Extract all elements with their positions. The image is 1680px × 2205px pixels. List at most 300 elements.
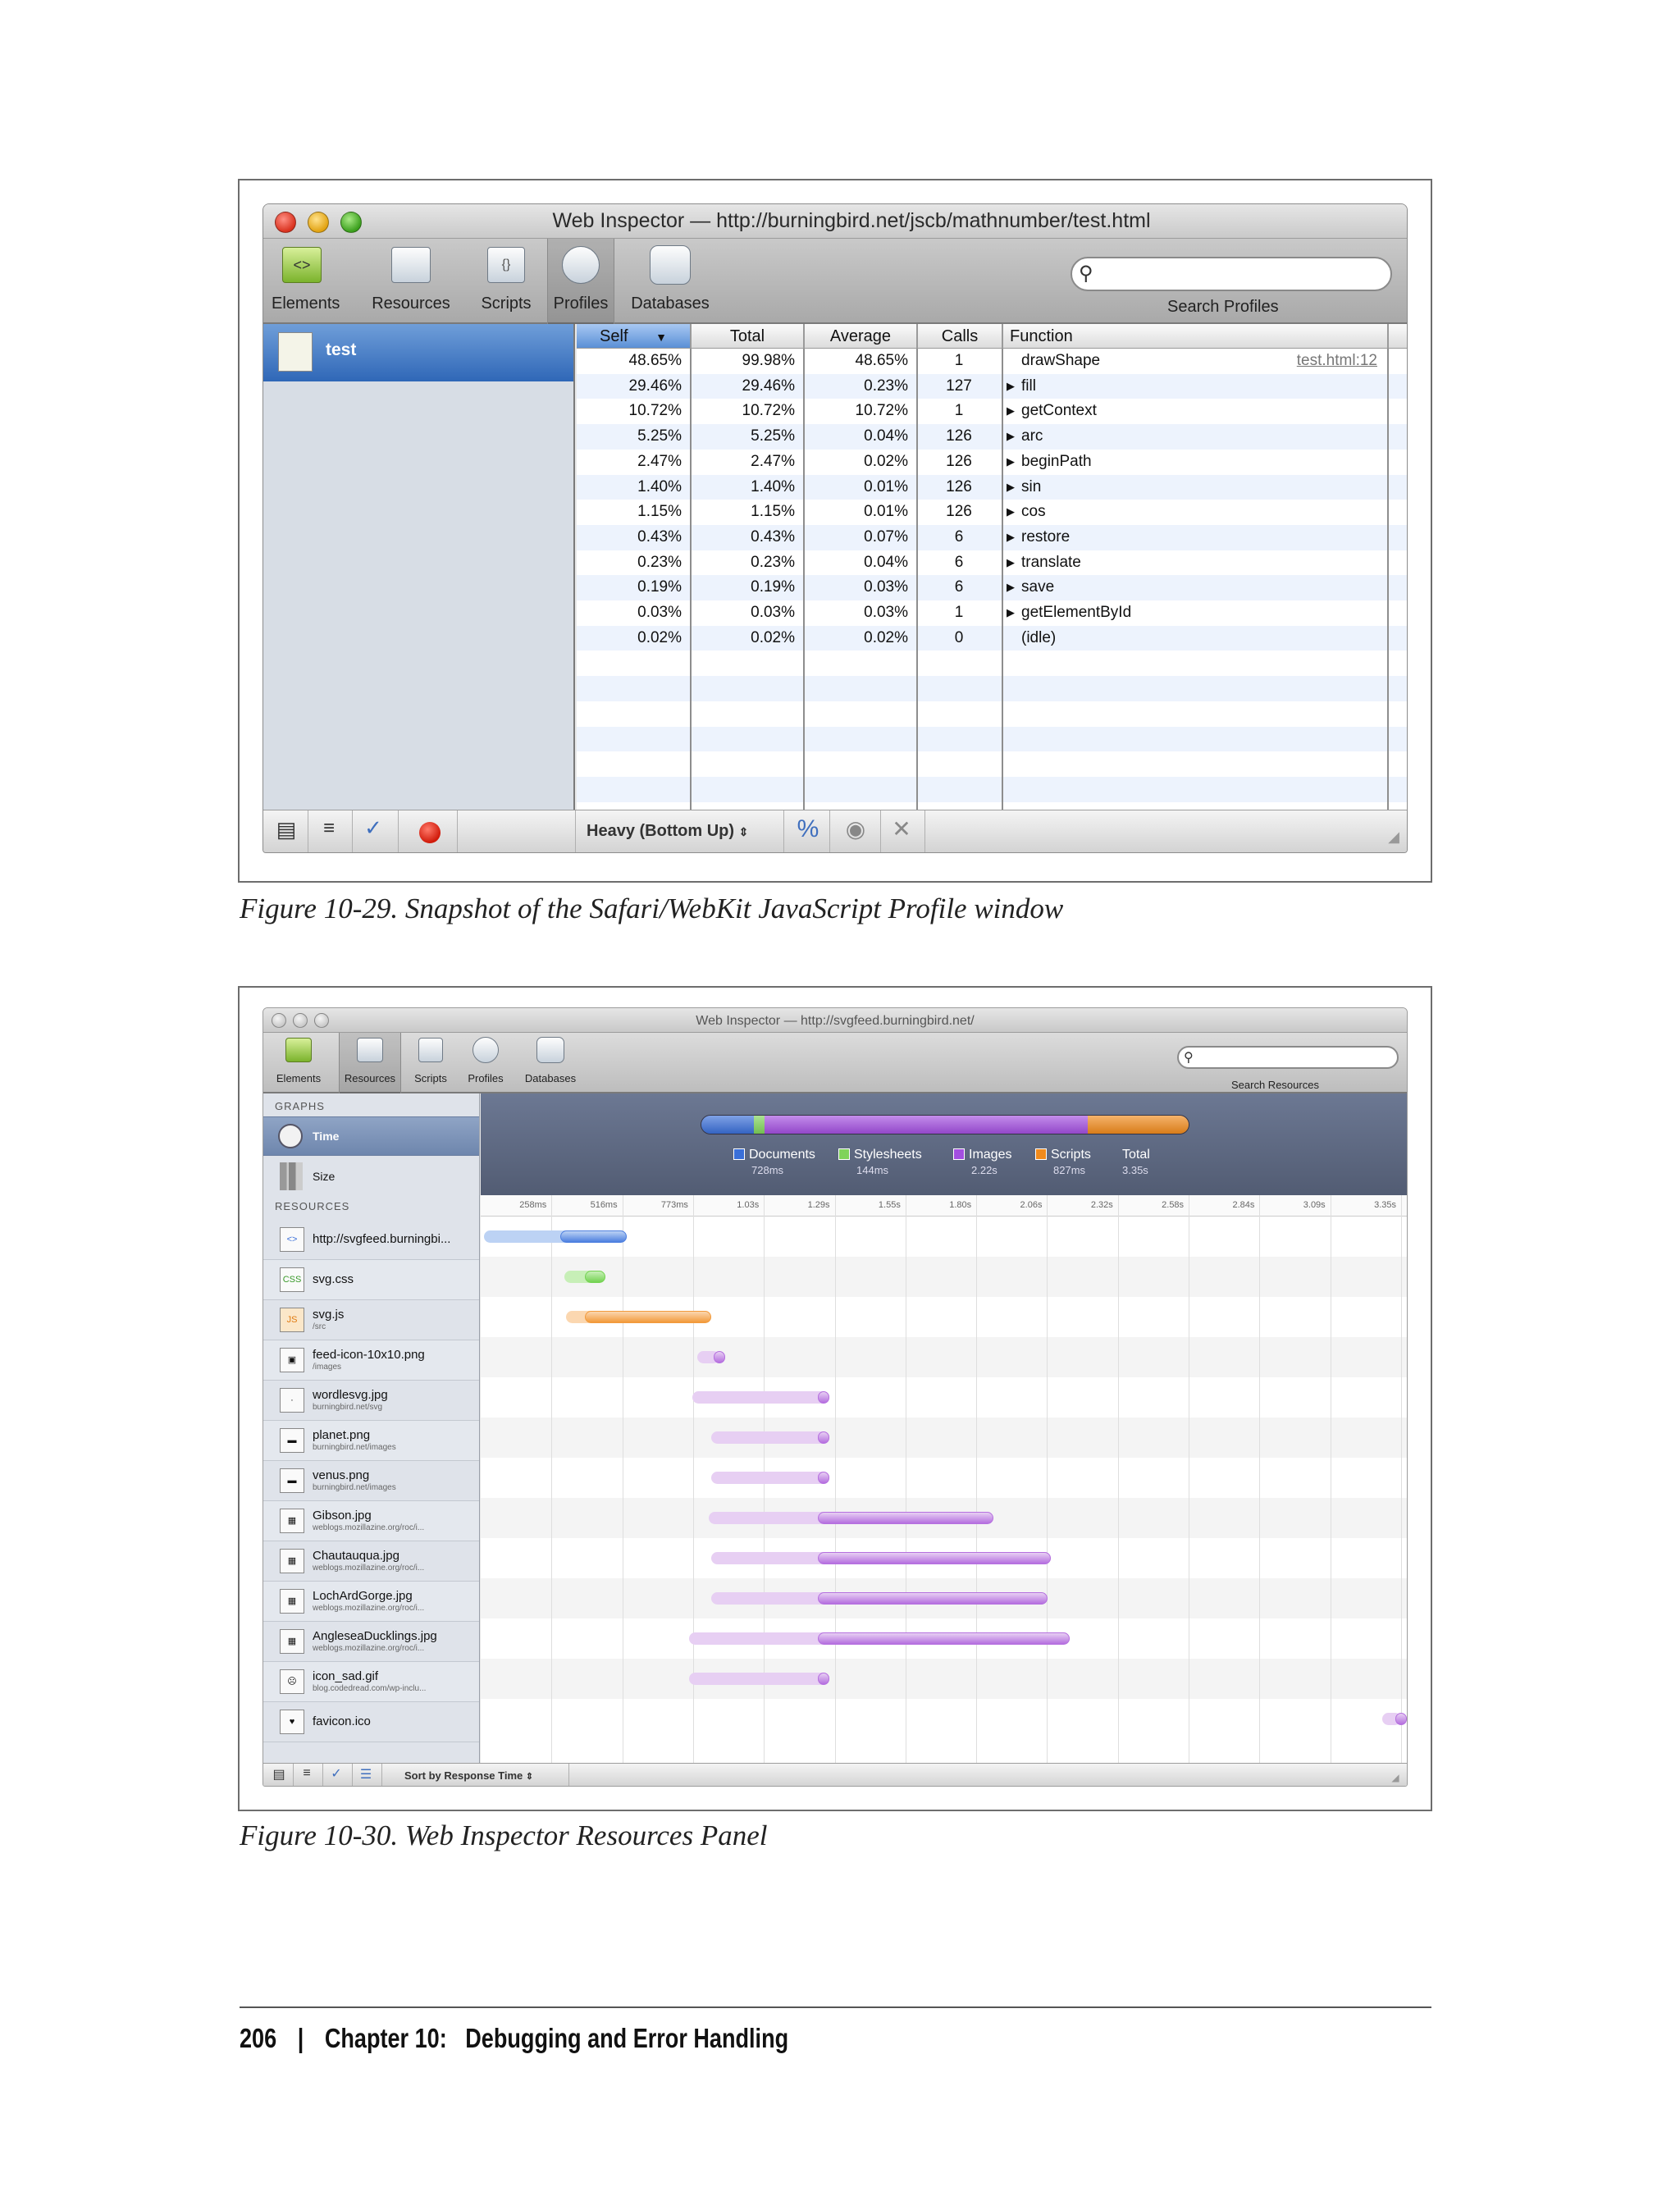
- footer-rule: [240, 2006, 1431, 2008]
- column-divider: [916, 349, 918, 810]
- clock-icon: [278, 1124, 303, 1148]
- cell-function: drawShape: [1021, 352, 1101, 369]
- column-divider: [1387, 349, 1389, 810]
- divider: [293, 1764, 294, 1787]
- summary-segment: [1088, 1116, 1189, 1134]
- cell-self: 0.43%: [637, 527, 682, 546]
- column-header-self[interactable]: [577, 324, 692, 349]
- cell-average: 48.65%: [855, 352, 908, 369]
- img-file-icon: ▦: [280, 1629, 304, 1654]
- disclosure-triangle-icon[interactable]: ▶: [1007, 480, 1015, 493]
- profile-row[interactable]: [577, 600, 1408, 626]
- js-file-icon: JS: [280, 1308, 304, 1332]
- divider: [829, 810, 830, 853]
- cell-total: 99.98%: [742, 352, 795, 369]
- img-file-icon: ▦: [280, 1509, 304, 1533]
- disclosure-triangle-icon[interactable]: ▶: [1007, 505, 1015, 518]
- summary-segment: [754, 1116, 765, 1134]
- search-label: Search Profiles: [1167, 298, 1279, 316]
- tick-label: 1.80s: [949, 1200, 972, 1210]
- legend-value: 728ms: [751, 1164, 784, 1176]
- graph-summary: [481, 1093, 1407, 1195]
- cell-average: 0.03%: [864, 604, 908, 621]
- cell-function: sin: [1021, 477, 1042, 495]
- resource-name: feed-icon-10x10.png: [313, 1348, 425, 1362]
- cell-average: 0.03%: [864, 578, 908, 596]
- resource-item[interactable]: [263, 1340, 479, 1381]
- cell-function: (idle): [1021, 628, 1057, 646]
- dock-icon[interactable]: ▤: [272, 1768, 285, 1782]
- column-divider: [803, 349, 805, 810]
- img-file-icon: ▬: [280, 1428, 304, 1453]
- img-file-icon: ·: [280, 1388, 304, 1413]
- tick-label: 516ms: [590, 1200, 618, 1210]
- elements-icon: <>: [282, 247, 322, 283]
- profile-row[interactable]: [577, 374, 1408, 399]
- profile-row-empty: [577, 751, 1408, 777]
- resource-item[interactable]: [263, 1582, 479, 1622]
- resource-name: http://svgfeed.burningbi...: [313, 1232, 451, 1246]
- legend: [481, 1146, 1407, 1195]
- divider: [352, 1764, 353, 1787]
- resource-name: svg.css: [313, 1272, 354, 1286]
- resource-path: burningbird.net/svg: [313, 1403, 383, 1412]
- console-icon[interactable]: ≡: [322, 817, 335, 839]
- download-bar[interactable]: [560, 1230, 626, 1243]
- cell-total: 1.15%: [751, 503, 795, 521]
- tick-label: 1.03s: [737, 1200, 760, 1210]
- tick-label: 2.58s: [1162, 1200, 1185, 1210]
- cell-average: 0.01%: [864, 503, 908, 521]
- profile-row[interactable]: [577, 575, 1408, 600]
- list-icon[interactable]: ☰: [359, 1768, 372, 1782]
- titlebar[interactable]: [263, 204, 1407, 239]
- legend-item: [733, 1148, 815, 1162]
- download-bar[interactable]: [818, 1472, 829, 1484]
- column-header-calls[interactable]: Calls: [918, 324, 1003, 349]
- legend-value: 2.22s: [971, 1164, 998, 1176]
- search-icon: ⚲: [1079, 262, 1093, 285]
- window-title: Web Inspector — http://burningbird.net/jscb/mathnumber/test.html: [552, 209, 1151, 232]
- cell-self: 5.25%: [637, 427, 682, 445]
- cell-function: cos: [1021, 503, 1046, 521]
- graph-size-label: Size: [313, 1170, 336, 1183]
- size-icon: [280, 1162, 303, 1190]
- figure-1-caption: Figure 10-29. Snapshot of the Safari/WebKit JavaScript Profile window: [240, 892, 1064, 924]
- profile-row[interactable]: [577, 525, 1408, 550]
- cell-average: 0.23%: [864, 377, 908, 395]
- cell-self: 1.40%: [637, 477, 682, 495]
- cell-self: 0.02%: [637, 628, 682, 646]
- resource-item[interactable]: [263, 1622, 479, 1662]
- legend-name: Documents: [749, 1148, 815, 1162]
- cell-average: 0.02%: [864, 628, 908, 646]
- cell-average: 0.04%: [864, 427, 908, 445]
- legend-swatch: [953, 1148, 965, 1160]
- resource-item[interactable]: [263, 1662, 479, 1702]
- cell-calls: 126: [946, 503, 972, 521]
- column-self-label: Self: [600, 327, 628, 345]
- divider: [398, 810, 399, 853]
- disclosure-triangle-icon[interactable]: ▶: [1007, 530, 1015, 543]
- console-icon[interactable]: ≡: [303, 1766, 311, 1780]
- column-divider: [690, 349, 692, 810]
- enable-tracking-icon[interactable]: ✓: [331, 1767, 342, 1781]
- tab-resources[interactable]: [339, 1033, 401, 1093]
- sidebar-item-test[interactable]: [263, 324, 573, 381]
- cell-function: beginPath: [1021, 452, 1092, 470]
- page-number: 206: [240, 2023, 277, 2053]
- cell-total: 0.02%: [751, 628, 795, 646]
- cell-function: fill: [1021, 377, 1036, 395]
- legend-item: [1122, 1148, 1150, 1162]
- resource-item[interactable]: [263, 1220, 479, 1260]
- figure-2-caption: Figure 10-30. Web Inspector Resources Panel: [240, 1819, 768, 1851]
- download-bar[interactable]: [818, 1632, 1070, 1645]
- search-input[interactable]: [1177, 1046, 1399, 1069]
- resources-icon: [357, 1038, 383, 1062]
- cell-calls: 1: [954, 604, 964, 621]
- column-function-label: Function: [1010, 327, 1073, 345]
- cell-total: 0.23%: [751, 553, 795, 571]
- tab-profiles-label: Profiles: [468, 1072, 504, 1084]
- divider: [924, 810, 925, 853]
- resource-item[interactable]: [263, 1260, 479, 1300]
- cell-average: 0.02%: [864, 452, 908, 470]
- download-bar[interactable]: [585, 1311, 711, 1323]
- percent-toggle[interactable]: %: [797, 815, 819, 842]
- tab-elements-label: Elements: [276, 1072, 322, 1084]
- resource-list: [263, 1220, 479, 1763]
- cell-calls: 126: [946, 427, 972, 445]
- cell-total: 0.03%: [751, 604, 795, 621]
- sort-label: Sort by Response Time: [404, 1769, 523, 1782]
- disclosure-triangle-icon[interactable]: ▶: [1007, 379, 1015, 392]
- resource-path: weblogs.mozillazine.org/roc/i...: [313, 1564, 425, 1573]
- tick-label: 2.84s: [1232, 1200, 1255, 1210]
- download-bar[interactable]: [1395, 1713, 1407, 1725]
- record-icon[interactable]: [419, 822, 441, 843]
- resource-path: blog.codedread.com/wp-inclu...: [313, 1684, 427, 1693]
- timeline: [481, 1195, 1407, 1763]
- sidebar-item-label: test: [326, 340, 357, 359]
- cell-total: 1.40%: [751, 477, 795, 495]
- cell-calls: 1: [954, 352, 964, 369]
- tick-label: 773ms: [660, 1200, 688, 1210]
- tick-label: 3.09s: [1303, 1200, 1326, 1210]
- profile-row[interactable]: [577, 399, 1408, 424]
- download-bar[interactable]: [818, 1512, 993, 1524]
- tab-databases[interactable]: [518, 1033, 583, 1093]
- divider: [322, 1764, 323, 1787]
- cell-self: 29.46%: [628, 377, 682, 395]
- doc-file-icon: <>: [280, 1227, 304, 1252]
- disclosure-triangle-icon[interactable]: ▶: [1007, 606, 1015, 619]
- view-mode-label: Heavy (Bottom Up): [587, 822, 735, 840]
- cell-total: 10.72%: [742, 402, 795, 420]
- disclosure-triangle-icon[interactable]: ▶: [1007, 555, 1015, 568]
- database-icon: [650, 245, 691, 285]
- sidebar: [263, 324, 575, 810]
- img-file-icon: ▦: [280, 1549, 304, 1573]
- latency-bar[interactable]: [711, 1472, 829, 1484]
- column-header-function[interactable]: [1003, 324, 1389, 349]
- cell-total: 0.43%: [751, 527, 795, 546]
- tab-elements[interactable]: [272, 239, 340, 324]
- legend-value: 827ms: [1053, 1164, 1086, 1176]
- legend-swatch: [733, 1148, 745, 1160]
- cell-average: 0.04%: [864, 553, 908, 571]
- profile-row[interactable]: [577, 349, 1408, 374]
- resize-grip-icon[interactable]: ◢: [1388, 829, 1399, 845]
- profile-row-empty: [577, 727, 1408, 752]
- status-bar: [263, 810, 1407, 853]
- resource-item[interactable]: [263, 1300, 479, 1340]
- graph-item-time[interactable]: [263, 1116, 479, 1156]
- cell-self: 48.65%: [628, 352, 682, 369]
- download-bar[interactable]: [714, 1351, 725, 1363]
- profile-rows: [577, 349, 1408, 810]
- tab-scripts[interactable]: [408, 1033, 454, 1093]
- tick-label: 1.55s: [878, 1200, 901, 1210]
- disclosure-triangle-icon[interactable]: ▶: [1007, 404, 1015, 418]
- profile-window: [262, 203, 1408, 853]
- cell-calls: 126: [946, 452, 972, 470]
- resources-icon: [391, 247, 431, 283]
- profile-row-empty: [577, 777, 1408, 802]
- toolbar: [263, 239, 1407, 324]
- img-file-icon: ☹: [280, 1669, 304, 1694]
- css-file-icon: CSS: [280, 1267, 304, 1292]
- tab-resources-label: Resources: [344, 1072, 396, 1084]
- cell-self: 1.15%: [637, 503, 682, 521]
- cell-function: save: [1021, 578, 1055, 596]
- tick-label: 2.06s: [1020, 1200, 1043, 1210]
- updown-icon: ⇕: [525, 1772, 534, 1782]
- legend-item: [1035, 1148, 1091, 1162]
- latency-bar[interactable]: [689, 1673, 829, 1685]
- dock-icon[interactable]: ▤: [276, 817, 297, 842]
- resource-path: weblogs.mozillazine.org/roc/i...: [313, 1644, 425, 1653]
- cell-total: 5.25%: [751, 427, 795, 445]
- tab-elements[interactable]: [272, 1033, 326, 1093]
- enable-profiling-icon[interactable]: ✓: [364, 815, 382, 840]
- cell-self: 0.03%: [637, 604, 682, 621]
- latency-bar[interactable]: [711, 1431, 829, 1444]
- tick-label: 1.29s: [807, 1200, 830, 1210]
- download-bar[interactable]: [818, 1391, 829, 1404]
- tab-scripts-label: Scripts: [481, 294, 532, 313]
- tab-profiles-label: Profiles: [553, 294, 609, 313]
- resource-item[interactable]: [263, 1541, 479, 1582]
- summary-segment: [765, 1116, 1088, 1134]
- legend-name: Total: [1122, 1148, 1150, 1162]
- cell-average: 0.07%: [864, 527, 908, 546]
- cell-calls: 1: [954, 402, 964, 420]
- resource-item[interactable]: [263, 1702, 479, 1742]
- tab-databases[interactable]: [626, 239, 714, 324]
- resource-path: /images: [313, 1363, 342, 1372]
- divider: [381, 1764, 382, 1787]
- cell-function: getElementById: [1021, 604, 1132, 621]
- sort-select[interactable]: [404, 1769, 533, 1782]
- column-header-spare: [1389, 324, 1408, 349]
- disclosure-triangle-icon[interactable]: ▶: [1007, 430, 1015, 443]
- search-input[interactable]: [1071, 257, 1392, 291]
- resource-path: /src: [313, 1322, 326, 1331]
- tab-resources[interactable]: [370, 239, 452, 324]
- eye-icon[interactable]: ◉: [845, 816, 866, 842]
- resource-name: svg.js: [313, 1308, 345, 1322]
- legend-item: [953, 1148, 1011, 1162]
- resource-name: favicon.ico: [313, 1714, 371, 1728]
- cell-calls: 126: [946, 477, 972, 495]
- footer-separator: |: [297, 2023, 304, 2053]
- img-file-icon: ▬: [280, 1468, 304, 1493]
- download-bar[interactable]: [818, 1431, 829, 1444]
- download-bar[interactable]: [818, 1673, 829, 1685]
- disclosure-triangle-icon[interactable]: ▶: [1007, 581, 1015, 594]
- resource-name: Chautauqua.jpg: [313, 1549, 399, 1563]
- profile-row-empty: [577, 676, 1408, 701]
- resources-sidebar: [263, 1093, 480, 1763]
- summary-segment: [701, 1116, 754, 1134]
- view-mode-select[interactable]: [587, 822, 748, 841]
- database-icon: [536, 1037, 564, 1063]
- resource-path: weblogs.mozillazine.org/roc/i...: [313, 1604, 425, 1613]
- tab-databases-label: Databases: [631, 294, 710, 313]
- tick-label: 2.32s: [1090, 1200, 1113, 1210]
- cell-function: arc: [1021, 427, 1043, 445]
- legend-item: [838, 1148, 922, 1162]
- resource-name: LochArdGorge.jpg: [313, 1589, 413, 1603]
- profile-row[interactable]: [577, 626, 1408, 651]
- tab-scripts[interactable]: [475, 239, 537, 324]
- disclosure-triangle-icon[interactable]: [1007, 349, 1020, 374]
- download-bar[interactable]: [818, 1592, 1048, 1605]
- cell-total: 0.19%: [751, 578, 795, 596]
- source-link[interactable]: test.html:12: [1296, 352, 1377, 369]
- profile-row[interactable]: [577, 450, 1408, 475]
- graphs-section-label: GRAPHS: [275, 1100, 325, 1112]
- resource-path: weblogs.mozillazine.org/roc/i...: [313, 1523, 425, 1532]
- download-bar[interactable]: [818, 1552, 1051, 1564]
- resource-path: burningbird.net/images: [313, 1443, 396, 1452]
- cell-self: 0.19%: [637, 578, 682, 596]
- resource-item[interactable]: [263, 1461, 479, 1501]
- stopwatch-icon: [562, 246, 600, 284]
- legend-value: 144ms: [856, 1164, 889, 1176]
- cell-function: restore: [1021, 527, 1071, 546]
- divider: [575, 810, 576, 853]
- column-header-average[interactable]: Average: [805, 324, 918, 349]
- legend-name: Stylesheets: [854, 1148, 922, 1162]
- resources-section-label: RESOURCES: [275, 1200, 350, 1212]
- search-label: Search Resources: [1231, 1079, 1319, 1091]
- toolbar: [263, 1033, 1407, 1093]
- legend-name: Images: [969, 1148, 1012, 1162]
- download-bar[interactable]: [585, 1271, 605, 1283]
- resource-name: venus.png: [313, 1468, 370, 1482]
- cell-calls: 6: [954, 553, 964, 571]
- profile-icon: [278, 332, 313, 372]
- graph-time-label: Time: [313, 1130, 340, 1143]
- cell-calls: 6: [954, 527, 964, 546]
- resources-window: [262, 1007, 1408, 1787]
- tick-label: 3.35s: [1374, 1200, 1396, 1210]
- resource-name: wordlesvg.jpg: [313, 1388, 388, 1402]
- resource-name: AngleseaDucklings.jpg: [313, 1629, 437, 1643]
- cell-total: 2.47%: [751, 452, 795, 470]
- resource-path: burningbird.net/images: [313, 1483, 396, 1492]
- tab-resources-label: Resources: [372, 294, 450, 313]
- divider: [457, 810, 458, 853]
- tab-elements-label: Elements: [272, 294, 340, 313]
- legend-swatch: [1035, 1148, 1047, 1160]
- divider: [568, 1764, 569, 1787]
- close-icon[interactable]: ✕: [892, 816, 911, 842]
- profile-row[interactable]: [577, 500, 1408, 525]
- chapter-title: Chapter 10: Debugging and Error Handling: [324, 2023, 789, 2053]
- tab-profiles[interactable]: [460, 1033, 511, 1093]
- profile-row[interactable]: [577, 550, 1408, 576]
- stopwatch-icon: [472, 1037, 499, 1063]
- cell-calls: 127: [946, 377, 972, 395]
- profile-row[interactable]: [577, 475, 1408, 500]
- disclosure-triangle-icon[interactable]: ▶: [1007, 454, 1015, 468]
- legend-value: 3.35s: [1122, 1164, 1148, 1176]
- status-bar: [263, 1763, 1407, 1787]
- tick-label: 258ms: [519, 1200, 547, 1210]
- legend-swatch: [838, 1148, 850, 1160]
- resource-name: planet.png: [313, 1428, 371, 1442]
- resource-item[interactable]: [263, 1501, 479, 1541]
- cell-calls: 0: [954, 628, 964, 646]
- summary-bar: [701, 1115, 1189, 1134]
- disclosure-triangle-icon[interactable]: [1007, 626, 1020, 651]
- tab-profiles[interactable]: [547, 239, 614, 324]
- window-title: Web Inspector — http://svgfeed.burningbird.net/: [696, 1014, 975, 1028]
- profile-row-empty: [577, 651, 1408, 676]
- updown-icon: ⇕: [738, 825, 749, 838]
- titlebar[interactable]: [263, 1008, 1407, 1033]
- scripts-icon: {}: [487, 247, 525, 283]
- column-divider: [1002, 349, 1003, 810]
- img-file-icon: ▣: [280, 1348, 304, 1372]
- divider: [783, 810, 784, 853]
- resize-grip-icon[interactable]: ◢: [1391, 1772, 1399, 1783]
- latency-bar[interactable]: [692, 1391, 829, 1404]
- profile-grid: [577, 324, 1408, 810]
- elements-icon: [285, 1038, 312, 1062]
- profile-row[interactable]: [577, 424, 1408, 450]
- cell-function: translate: [1021, 553, 1081, 571]
- divider: [352, 810, 353, 853]
- cell-average: 0.01%: [864, 477, 908, 495]
- column-header-total[interactable]: Total: [692, 324, 805, 349]
- resource-item[interactable]: [263, 1421, 479, 1461]
- graph-item-size[interactable]: [263, 1156, 479, 1197]
- page-footer: [240, 2023, 788, 2054]
- sort-down-icon: ▼: [655, 331, 667, 344]
- tab-scripts-label: Scripts: [414, 1072, 447, 1084]
- cell-self: 2.47%: [637, 452, 682, 470]
- resource-item[interactable]: [263, 1381, 479, 1421]
- cell-calls: 6: [954, 578, 964, 596]
- scripts-icon: [418, 1038, 443, 1062]
- search-icon: ⚲: [1184, 1051, 1194, 1065]
- cell-self: 10.72%: [628, 402, 682, 420]
